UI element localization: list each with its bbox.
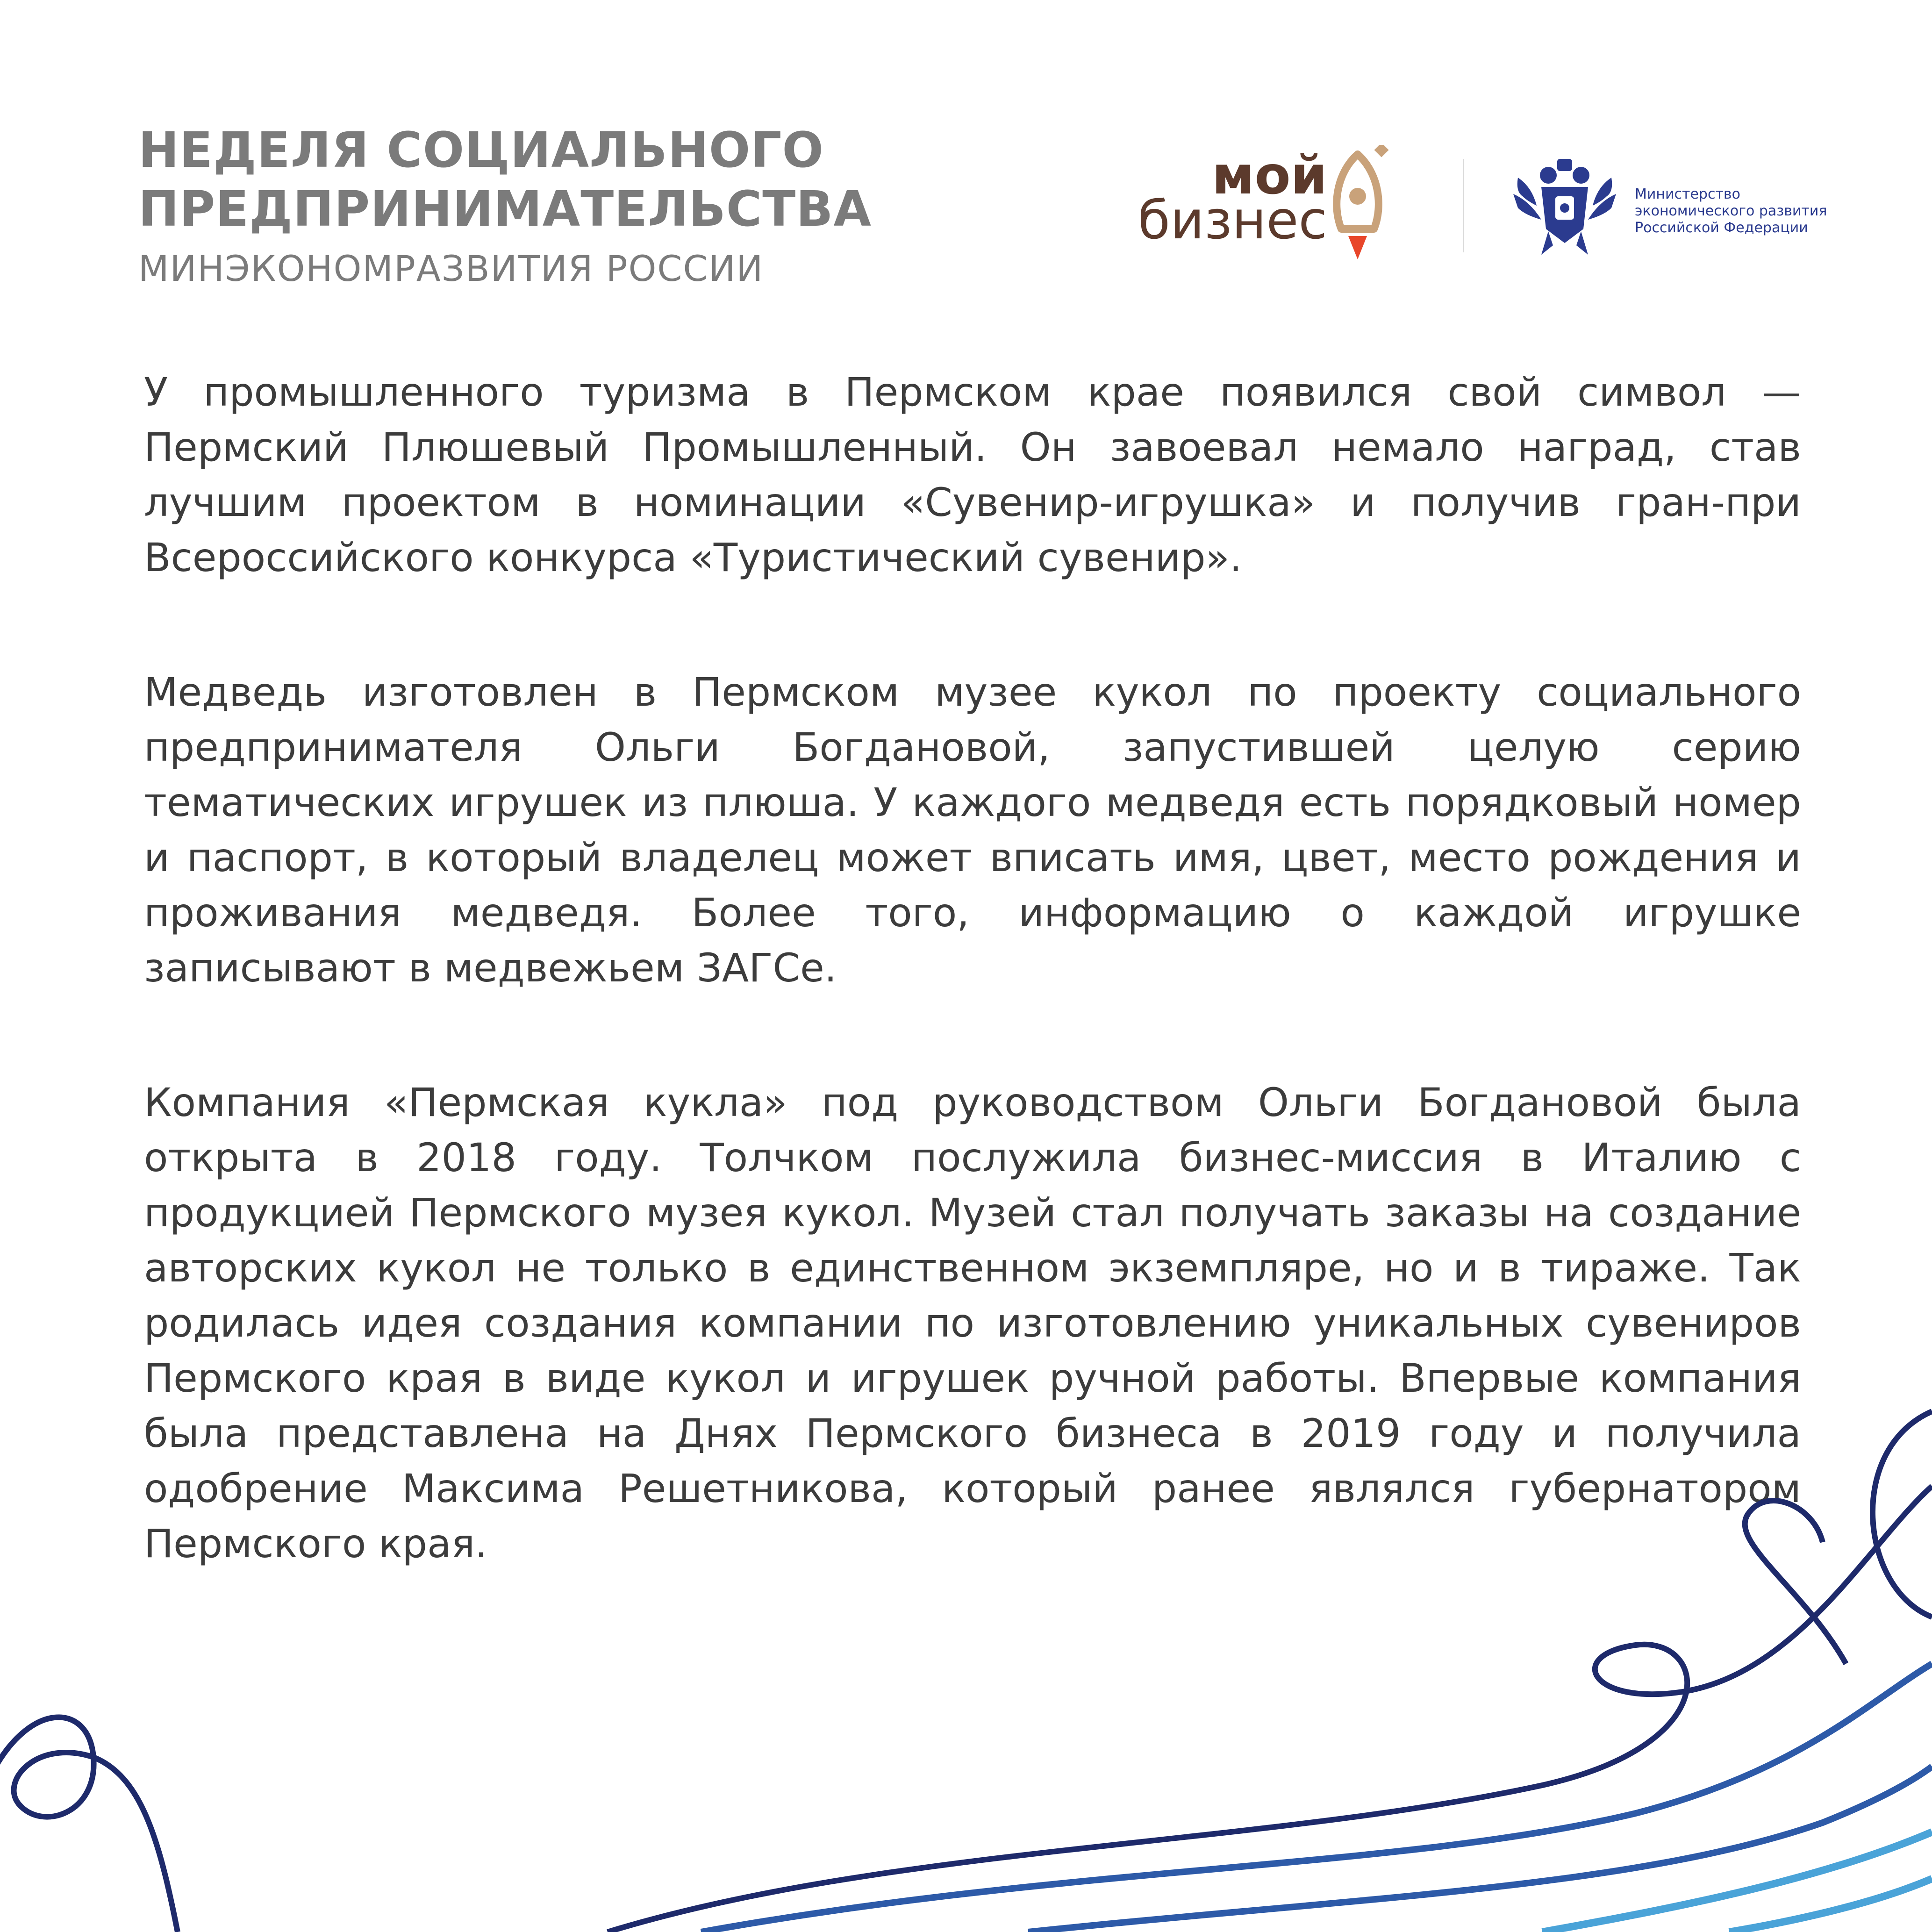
wave-mid-2: [1028, 1767, 1932, 1932]
ministry-line-2: экономического развития: [1635, 203, 1827, 219]
paragraph-3: Компания «Пермская кукла» под руководством Ольги Богдановой была открыта в 2018 году. Толчком послужила бизнес-миссия в Италию с продукцией Пермского музея кукол. Музей стал получать заказы на создание авторских кукол не только в единственном экземпляре, но и в тираже. Так родилась идея создания компании по изготовлению уникальных сувениров Пермского края в виде кукол и игрушек ручной работы. Впервые компания была представлена на Днях Пермского бизнеса в 2019 году и получила одобрение Максима Решетникова, который ранее являлся губернатором Пермского края.: [144, 1080, 1801, 1567]
wave-top-swirl: [1873, 1411, 1932, 1617]
ministry-line-3: Российской Федерации: [1635, 220, 1808, 236]
rocket-icon: [1323, 145, 1393, 271]
logo-line-moy: мой: [1212, 145, 1327, 206]
article-body: [144, 365, 1801, 1651]
wave-light-2: [1729, 1879, 1932, 1932]
eagle-emblem-icon: [1509, 150, 1621, 262]
ministry-line-1: Министерство: [1635, 186, 1740, 202]
paragraph-1: У промышленного туризма в Пермском крае появился свой символ — Пермский Плюшевый Промышленный. Он завоевал немало наград, став лучшим проектом в номинации «Сувенир-игрушка» и получив гран-при Всероссийского конкурса «Туристический сувенир».: [144, 369, 1801, 580]
logo-line-biznes: бизнес: [1138, 190, 1327, 251]
paragraph-2: Медведь изготовлен в Пермском музее кукол по проекту социального предпринимателя Ольги Богдановой, запустившей целую серию тематических игрушек из плюша. У каждого медведя есть порядковый номер и паспорт, в который владелец может вписать имя, цвет, место рождения и проживания медведя. Более того, информацию о каждой игрушке записывают в медвежьем ЗАГСе.: [144, 669, 1801, 991]
page-title: НЕДЕЛЯ СОЦИАЛЬНОГО ПРЕДПРИНИМАТЕЛЬСТВА: [138, 122, 872, 237]
wave-mid: [701, 1664, 1932, 1932]
wave-light: [1542, 1832, 1932, 1932]
moy-biznes-logo: [1131, 145, 1430, 271]
wave-left-loop: [0, 1717, 178, 1932]
ministry-logo: [1509, 150, 1836, 262]
ministry-name: [1635, 186, 1827, 236]
logo-divider: [1463, 159, 1464, 252]
page-subtitle: МИНЭКОНОМРАЗВИТИЯ РОССИИ: [138, 248, 764, 289]
